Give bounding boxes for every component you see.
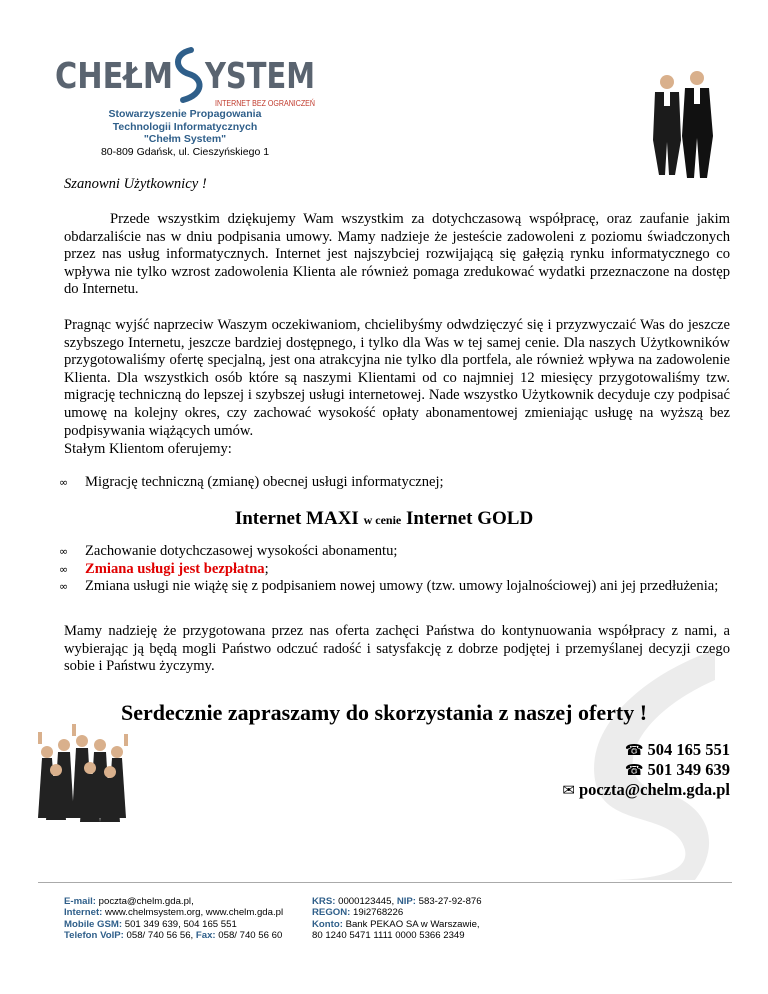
phone-icon: ☎ [624,741,644,759]
invitation-headline: Serdecznie zapraszamy do skorzystania z naszej oferty ! [120,700,648,725]
bullet-icon: ∞ [59,562,69,576]
org-line: Stowarzyszenie Propagowania [108,108,262,120]
logo-text-right: YSTEM [204,56,315,97]
phone-icon: ☎ [624,761,644,779]
contact-block [562,740,730,800]
bullet-icon: ∞ [59,580,69,594]
phone-line-2[interactable]: ☎ 501 349 639 [624,760,730,779]
bullet-icon: ∞ [59,545,69,558]
salutation: Szanowni Użytkownicy ! [64,176,207,192]
list-item: ∞ Zmiana usługi jest bezpłatna; [59,560,269,577]
paragraph-thanks: Przede wszystkim dziękujemy Wam wszystkim za dotychczasową współpracę, oraz zaufanie jakim obdarzaliście nas w dniu podpisania umowy. Mamy nadzieje że jesteście zadowoleni z poziomu świadczonych przez nas usług informatycznych. Internet jest najszybciej rozwijającą się gałęzią rynku informatycznego co wpływa nie tylko wzrost zadowolenia Klienta ale również pomaga zredukować wydatki przeznaczone na dostęp do Internetu. [64,211,730,298]
list-item: ∞ Zachowanie dotychczasowej wysokości abonamentu; [59,543,398,559]
offer-headline: Internet MAXI w cenie Internet GOLD [234,508,534,529]
email-line[interactable]: ✉ poczta@chelm.gda.pl [562,780,730,799]
chelm-system-logo [55,48,320,110]
crowd-of-people-image [34,718,134,828]
org-line: Technologii Informatycznych [112,120,258,133]
footer-registry-info: KRS: 0000123445, NIP: 583-27-92-876 REGON: 19i2768226 Konto: Bank PEKAO SA w Warszawie, 80 1240 5471 1111 0000 5366 2349 [312,896,482,941]
list-item: ∞ Zmiana usługi nie wiążę się z podpisaniem nowej umowy (tzw. umowy lojalnościowej) ani jej przedłużenia; [59,578,719,595]
bullet-icon: ∞ [59,476,69,489]
paragraph-offer-description: Pragnąc wyjść naprzeciw Waszym oczekiwaniom, chcielibyśmy odwdzięczyć się i przyzwyczaić Was do jeszcze szybszego Internetu, jeszcze bardziej dostępnego, i tylko dla Was w tej samej cenie. Dla naszych Użytkowników przygotowaliśmy ofertę specjalną, jest ona atrakcyjna nie tylko dla portfela, ale również wpływa na zadowolenie Klienta. Dla wszystkich osób które są naszymi Klientami od co najmniej 12 miesięcy przygotowaliśmy tzw. migrację techniczną do lepszej i szybszej usługi internetowej. Nade wszystko Użytkownik decyduje czy podpisać umowę na kolejny okres, czy zachować wysokość opłaty abonamentowej zmieniając usługę na wyższą bez podpisywania wiążących umów. [64,317,730,439]
logo-tagline: INTERNET BEZ OGRANICZEŃ [215,99,316,108]
logo-text-left: CHEŁM [55,56,173,97]
business-people-image [645,70,720,180]
footer-divider [38,882,732,883]
offer-intro: Stałym Klientom oferujemy: [64,441,232,457]
org-address: 80-809 Gdańsk, ul. Cieszyńskiego 1 [100,145,270,158]
list-item: ∞ Migrację techniczną (zmianę) obecnej usługi informatycznej; [59,474,444,490]
offer-list-2 [59,543,730,596]
paragraph-closing: Mamy nadzieję że przygotowana przez nas oferta zachęci Państwa do kontynuowania współpracy z nami, a wybierając ją będą mogli Państwo odczuć radość i satysfakcję z dobrze podjętej i przemyślanej decyzji czego sobie i Państwu życzymy. [64,623,730,675]
phone-line-1[interactable]: ☎ 504 165 551 [624,740,730,759]
mailbox-icon: ✉ [562,781,575,799]
organization-info [55,108,315,158]
footer-contact-info: E-mail: poczta@chelm.gda.pl, Internet: www.chelmsystem.org, www.chelm.gda.pl Mobile GSM: 501 349 639, 504 165 551 Telefon VoIP: 058/ 740 56 56, Fax: 058/ 740 56 60 [64,896,284,941]
offer-list-1 [59,474,730,492]
org-line: "Chełm System" [143,133,227,145]
